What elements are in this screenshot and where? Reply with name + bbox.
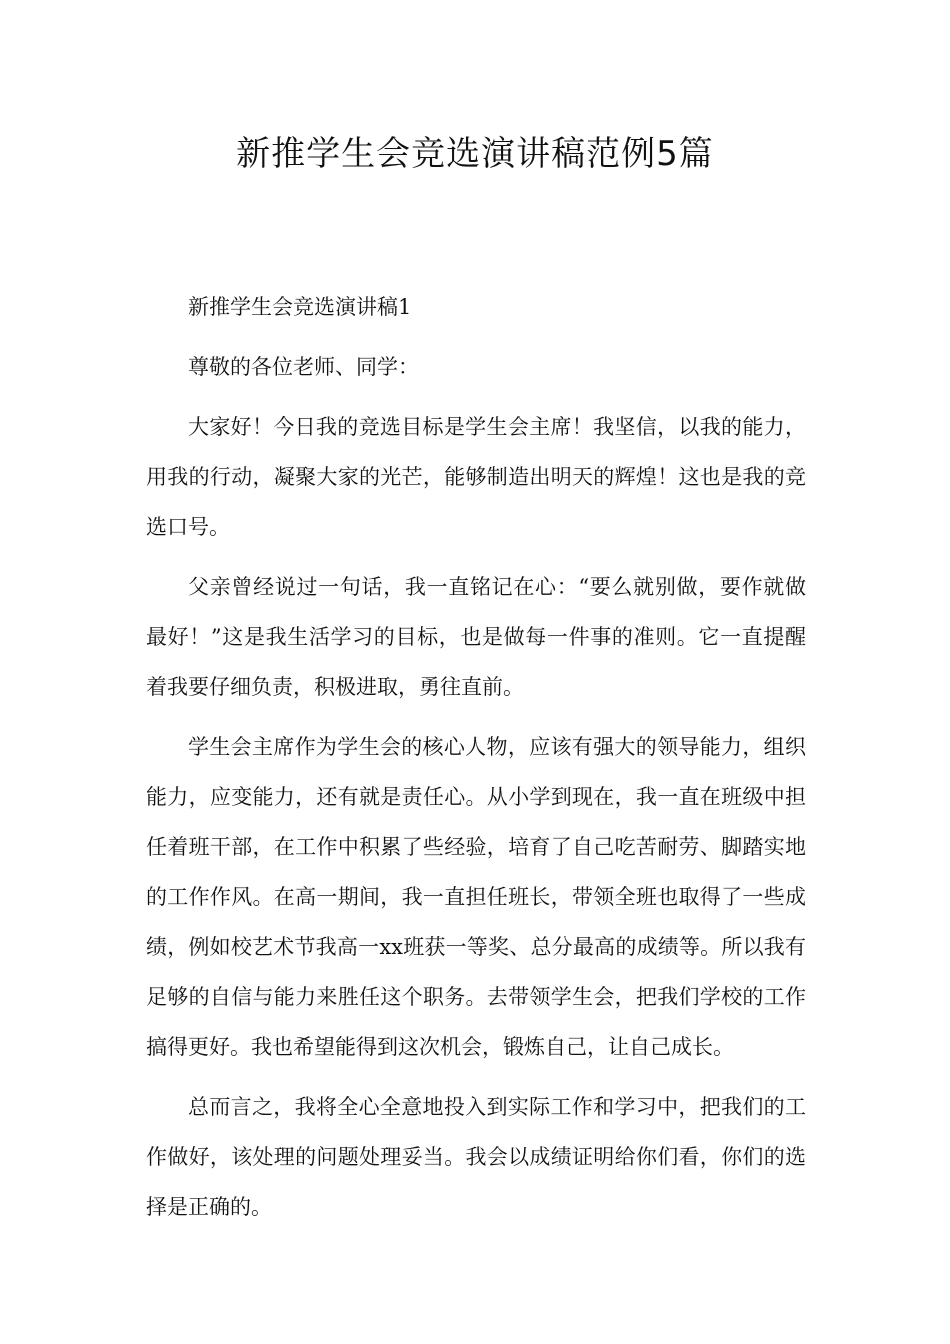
paragraph: 父亲曾经说过一句话，我一直铭记在心：“要么就别做，要作就做最好！”这是我生活学习的目标，也是做每一件事的准则。它一直提醒着我要仔细负责，积极进取，勇往直前。 (146, 575, 806, 699)
salutation: 尊敬的各位老师、同学： (188, 355, 419, 379)
paragraph: 大家好！今日我的竞选目标是学生会主席！我坚信，以我的能力，用我的行动，凝聚大家的光芒，能够制造出明天的辉煌！这也是我的竞选口号。 (146, 415, 806, 539)
document-title: 新推学生会竞选演讲稿范例5篇 (236, 134, 714, 174)
paragraph: 总而言之，我将全心全意地投入到实际工作和学习中，把我们的工作做好，该处理的问题处理妥当。我会以成绩证明给你们看，你们的选择是正确的。 (146, 1095, 806, 1219)
paragraph: 学生会主席作为学生会的核心人物，应该有强大的领导能力，组织能力，应变能力，还有就是责任心。从小学到现在，我一直在班级中担任着班干部，在工作中积累了些经验，培育了自己吃苦耐劳、脚踏实地的工作作风。在高一期间，我一直担任班长，带领全班也取得了一些成绩，例如校艺术节我高一xx班获一等奖、总分最高的成绩等。所以我有足够的自信与能力来胜任这个职务。去带领学生会，把我们学校的工作搞得更好。我也希望能得到这次机会，锻炼自己，让自己成长。 (146, 735, 806, 1059)
document-body (146, 282, 806, 1242)
section-heading: 新推学生会竞选演讲稿1 (188, 295, 412, 319)
